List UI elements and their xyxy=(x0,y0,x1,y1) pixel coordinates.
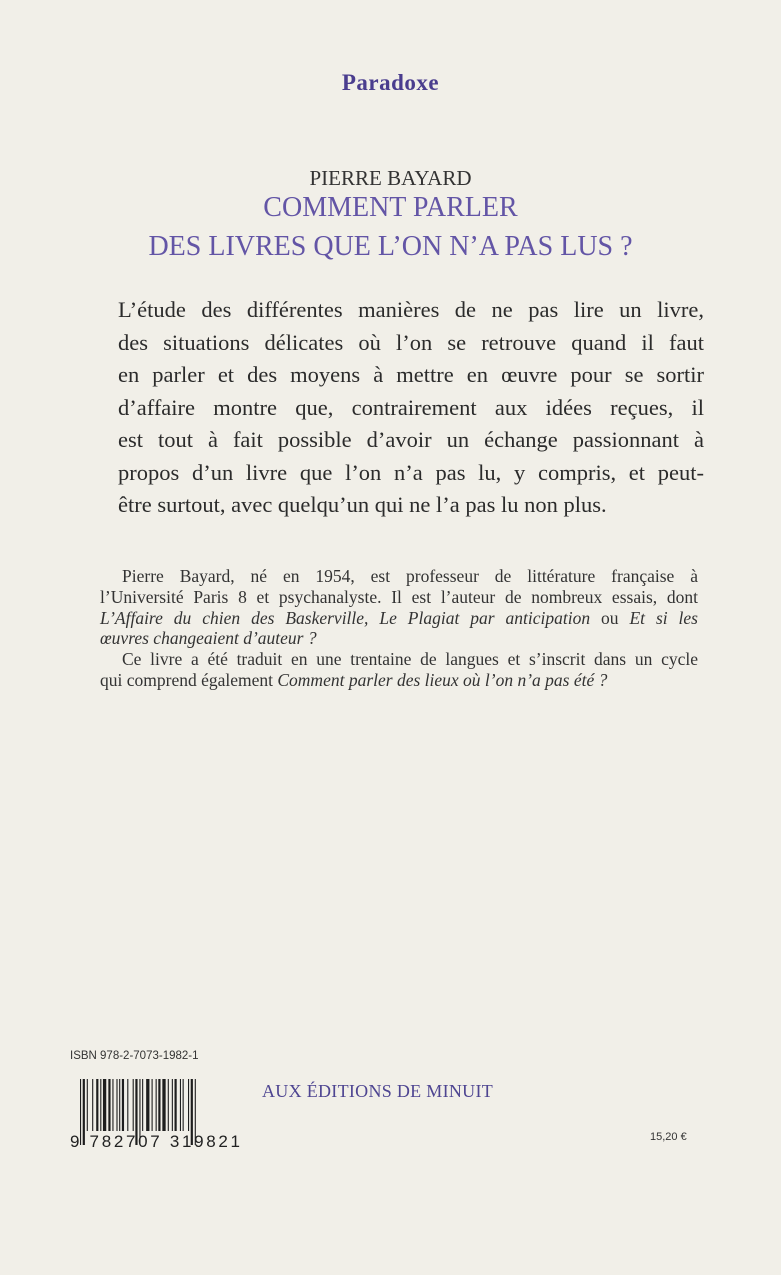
book-title-line-2: DES LIVRES QUE L’ON N’A PAS LUS ? xyxy=(148,231,633,262)
author-name: PIERRE BAYARD xyxy=(309,166,472,190)
barcode-digits: 9 782707 319821 xyxy=(70,1132,240,1149)
barcode-bar xyxy=(168,1079,169,1131)
barcode-bar xyxy=(127,1079,128,1131)
blurb-line: être surtout, avec quelqu’un qui ne l’a pas lu non plus. xyxy=(118,492,607,517)
barcode-bar xyxy=(142,1079,143,1131)
barcode-bar xyxy=(162,1079,165,1131)
barcode-bar xyxy=(133,1079,134,1131)
barcode-bar xyxy=(180,1079,181,1131)
series-name: Paradoxe xyxy=(341,70,440,95)
blurb xyxy=(118,294,704,522)
blurb-line: L’étude des différentes manières de ne pas lire un livre, xyxy=(118,297,704,322)
barcode-bar xyxy=(100,1079,101,1131)
blurb-line: propos d’un livre que l’on n’a pas lu, y compris, et peut- xyxy=(118,459,704,485)
barcode-bar xyxy=(146,1079,149,1131)
bio-text: qui comprend également xyxy=(100,669,278,690)
bio-line xyxy=(100,608,698,629)
blurb-line: est tout à fait possible d’avoir un échange passionnant à xyxy=(118,427,704,452)
book-title-line-1: COMMENT PARLER xyxy=(263,192,518,223)
barcode-bar xyxy=(152,1079,153,1131)
barcode xyxy=(70,1079,242,1149)
bio-title: Et si les xyxy=(629,607,698,628)
barcode-bar xyxy=(175,1079,177,1131)
isbn-label: ISBN 978-2-7073-1982-1 xyxy=(70,1050,199,1062)
bio-text: ou xyxy=(590,607,630,628)
barcode-bar xyxy=(116,1079,117,1131)
barcode-bar xyxy=(96,1079,98,1131)
barcode-bar xyxy=(87,1079,88,1131)
author-bio xyxy=(100,566,698,691)
barcode-bar xyxy=(80,1079,81,1145)
blurb-line: des situations délicates où l’on se retrouve quand il faut xyxy=(118,329,704,355)
barcode-bar xyxy=(183,1079,184,1131)
price: 15,20 € xyxy=(650,1131,687,1143)
barcode-bar xyxy=(119,1079,120,1131)
bio-line xyxy=(100,628,698,649)
barcode-bar xyxy=(108,1079,110,1131)
publisher-name: AUX ÉDITIONS DE MINUIT xyxy=(262,1081,494,1101)
barcode-bar xyxy=(122,1079,124,1131)
barcode-bar xyxy=(92,1079,93,1131)
barcode-bar xyxy=(112,1079,113,1131)
bio-line xyxy=(100,670,698,691)
barcode-bar xyxy=(103,1079,106,1131)
bio-title: œuvres changeaient d’auteur ? xyxy=(100,628,317,649)
barcode-bar xyxy=(158,1079,160,1131)
bio-line: l’Université Paris 8 et psychanalyste. Il est l’auteur de nombreux essais, dont xyxy=(100,586,698,607)
barcode-bar xyxy=(188,1079,189,1131)
bio-line: Ce livre a été traduit en une trentaine de langues et s’inscrit dans un cycle xyxy=(122,649,698,670)
barcode-bar xyxy=(156,1079,157,1131)
bio-title: Comment parler des lieux où l’on n’a pas été ? xyxy=(277,669,608,690)
blurb-line: en parler et des moyens à mettre en œuvre pour se sortir xyxy=(118,362,704,387)
bio-line: Pierre Bayard, né en 1954, est professeur de littérature française à xyxy=(122,566,698,586)
blurb-line: d’affaire montre que, contrairement aux idées reçues, il xyxy=(118,394,704,420)
bio-title: L’Affaire du chien des Baskerville, Le Plagiat par anticipation xyxy=(100,607,591,628)
barcode-bar xyxy=(172,1079,173,1131)
